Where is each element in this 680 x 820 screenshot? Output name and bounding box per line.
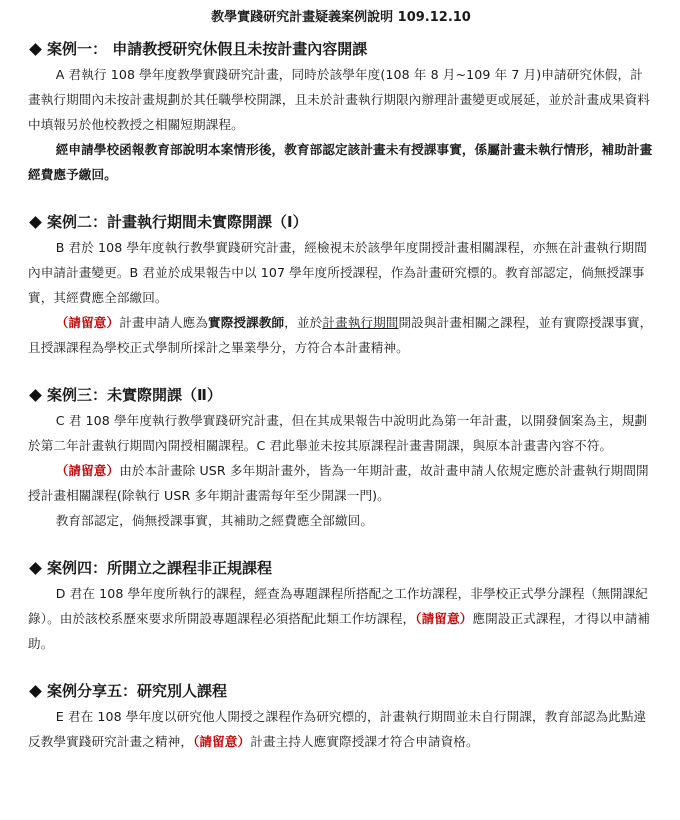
diamond-bullet-icon (29, 389, 42, 402)
case-4-heading (28, 557, 654, 579)
case-5 (28, 680, 654, 754)
case-4-heading-text: 案例四：所開立之課程非正規課程 (47, 559, 273, 577)
document-title: 教學實踐研究計畫疑義案例說明 109.12.10 (211, 10, 471, 25)
diamond-bullet-icon (29, 43, 42, 56)
case-2 (28, 211, 654, 360)
case-1-heading-text: 案例一： 申請教授研究休假且未按計畫內容開課 (47, 40, 368, 58)
case-3-note-text: 由於本計畫除 USR 多年期計畫外，皆為一年期計畫，故計畫申請人依規定應於計畫執行期間開授計畫相關課程(除執行 USR 多年期計畫需每年至少開課一門)。 (28, 463, 649, 503)
case-3-paragraph-3: 教育部認定，倘無授課事實，其補助之經費應全部繳回。 (55, 513, 374, 528)
case-3-note (28, 458, 654, 508)
case-5-text-b: 計畫主持人應實際授課才符合申請資格。 (250, 734, 479, 749)
case-5-heading (28, 680, 654, 702)
case-3-paragraph-1: C 君 108 學年度執行教學實踐研究計畫，但在其成果報告中說明此為第一年計畫，以開發個案為主，規劃於第二年計畫執行期間內開授相關課程。C 君此舉並未按其原課程計畫書開課，與原本計畫書內容不符。 (28, 413, 648, 453)
diamond-bullet-icon (29, 216, 42, 229)
case-3-heading (28, 384, 654, 406)
case-2-note-e: 開設與計畫相關之課程，並有實際授課事實，且授課課程為學校正式學制所採計之畢業學分，方符合本計畫精神。 (28, 315, 653, 355)
diamond-bullet-icon (29, 562, 42, 575)
case-1-paragraph-1: A 君執行 108 學年度教學實踐研究計畫，同時於該學年度(108 年 8 月~109 年 7 月)申請研究休假，計畫執行期間內未按計畫規劃於其任職學校開課，且未於計畫執行期限內辦理計畫變更或展延，並於計畫成果資料中填報另於他校教授之相關短期課程。 (28, 67, 650, 132)
case-4-note-label: （請留意） (415, 611, 473, 626)
case-4 (28, 557, 654, 656)
case-4-text-a: D 君在 108 學年度所執行的課程，經查為專題課程所搭配之工作坊課程，非學校正式學分課程（無開課紀錄）。由於該校系歷來要求所開設專題課程必須搭配此類工作坊課程， (28, 586, 648, 626)
case-4-paragraph-1 (28, 581, 654, 656)
case-1 (28, 38, 654, 187)
case-2-heading (28, 211, 654, 233)
case-1-heading (28, 38, 654, 60)
case-2-paragraph-1: B 君於 108 學年度執行教學實踐研究計畫，經檢視未於該學年度開授計畫相關課程，亦無在計畫執行期間內申請計畫變更。B 君並於成果報告中以 107 學年度所授課程，作為計畫研究標的。教育部認定，倘無授課事實，其經費應全部繳回。 (28, 240, 647, 305)
case-4-text-b: 應開設正式課程，才得以申請補助。 (28, 611, 651, 651)
case-2-note-d: 計畫執行期間 (322, 315, 399, 330)
case-5-heading-text: 案例分享五：研究別人課程 (47, 682, 228, 700)
case-3-note-label: （請留意） (55, 463, 120, 478)
case-2-note-b: 實際授課教師 (208, 315, 285, 330)
case-2-note (28, 310, 654, 360)
case-5-paragraph-1 (28, 704, 654, 754)
diamond-bullet-icon (29, 685, 42, 698)
case-5-text-a: E 君在 108 學年度以研究他人開授之課程作為研究標的，計畫執行期間並未自行開課，教育部認為此點違反教學實踐研究計畫之精神， (28, 709, 647, 749)
case-2-note-label: （請留意） (55, 315, 120, 330)
case-1-paragraph-2: 經申請學校函報教育部說明本案情形後，教育部認定該計畫未有授課事實，係屬計畫未執行情形，補助計畫經費應予繳回。 (28, 142, 653, 182)
case-2-heading-text: 案例二：計畫執行期間未實際開課（Ⅰ） (47, 213, 308, 231)
case-2-note-c: ，並於 (284, 315, 323, 330)
case-2-note-a: 計畫申請人應為 (119, 315, 209, 330)
case-3-heading-text: 案例三：未實際開課（Ⅱ） (47, 386, 222, 404)
case-3 (28, 384, 654, 533)
case-5-note-label: （請留意） (193, 734, 251, 749)
